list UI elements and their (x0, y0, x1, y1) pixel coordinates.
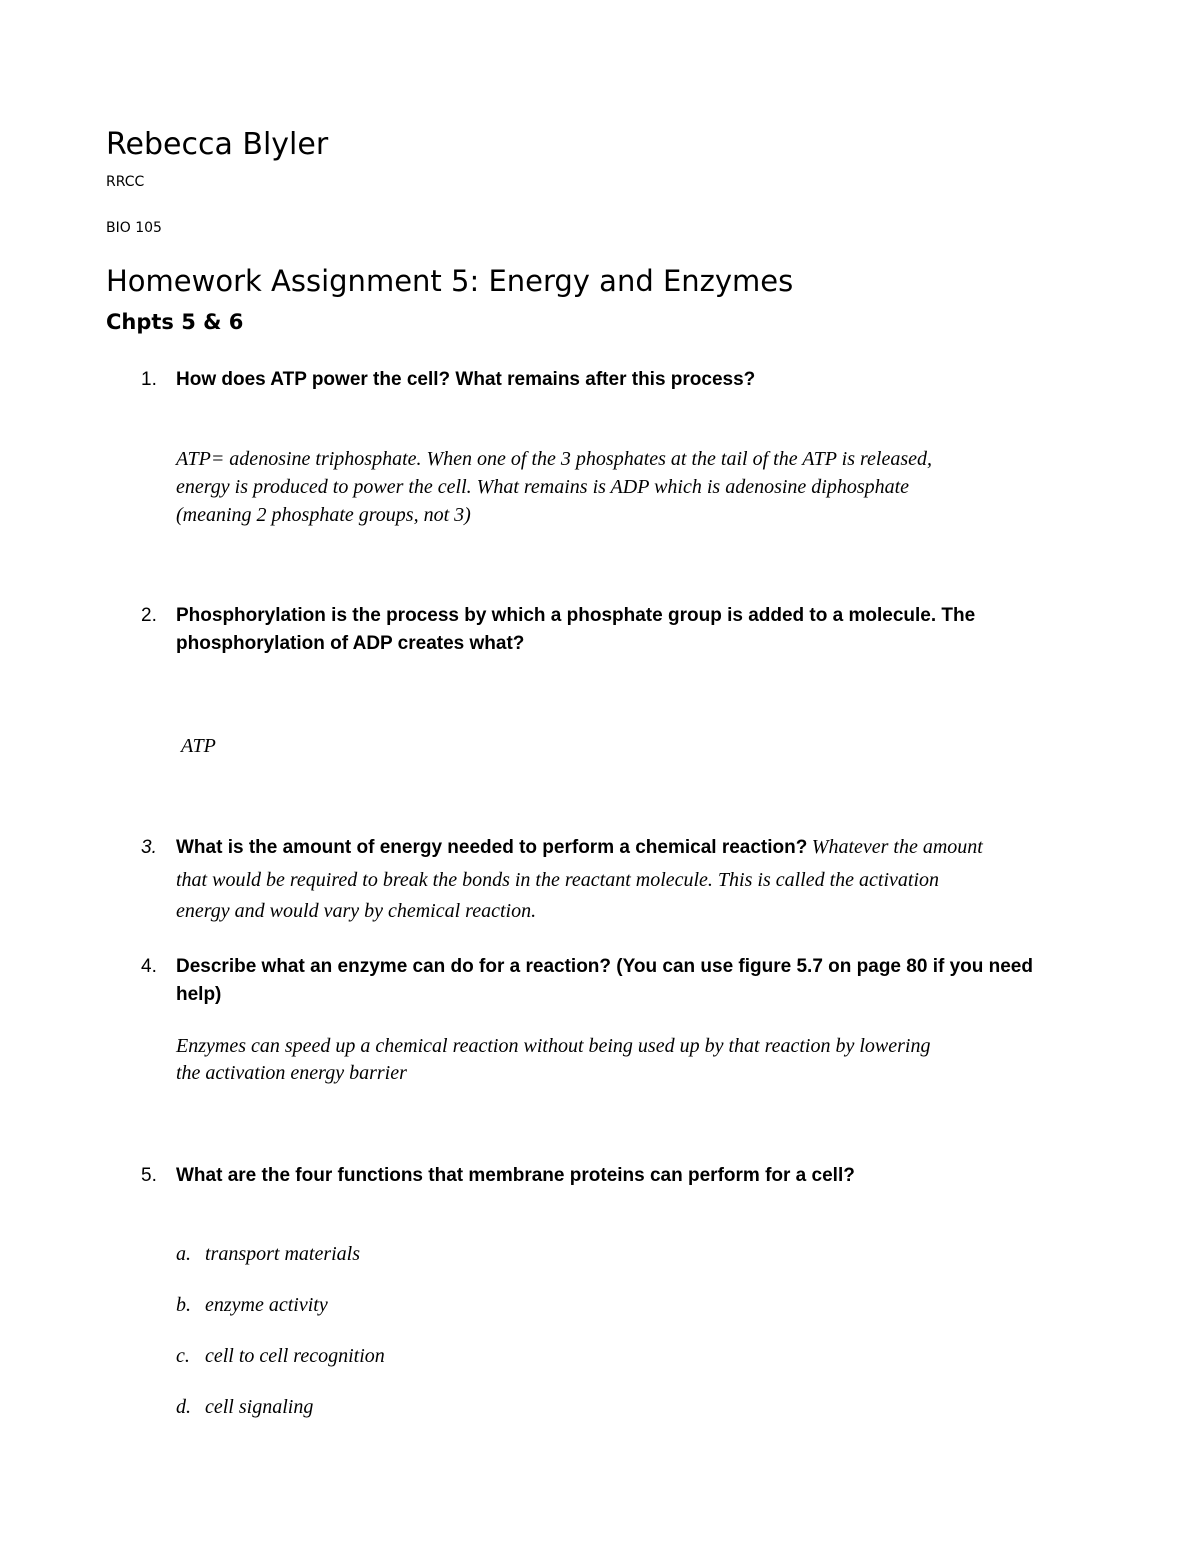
question-number: 3. (141, 837, 157, 858)
list-item: cell to cell recognition (205, 1345, 385, 1367)
list-item-letter: a. (176, 1243, 191, 1265)
answer-line: Whatever the amount (811, 836, 983, 858)
answer-line: that would be required to break the bonds in the reactant molecule. This is called the activation (176, 869, 940, 891)
question-number: 1. (141, 369, 157, 390)
list-item-letter: c. (176, 1345, 190, 1367)
question-number: 4. (141, 956, 157, 977)
list-item: transport materials (205, 1243, 361, 1265)
list-item-letter: b. (176, 1294, 191, 1316)
answer-line: Enzymes can speed up a chemical reaction without being used up by that reaction by lowering (176, 1035, 931, 1057)
question-text: phosphorylation of ADP creates what? (176, 633, 525, 654)
answer-line: the activation energy barrier (176, 1062, 407, 1084)
answer-line: (meaning 2 phosphate groups, not 3) (176, 504, 471, 526)
question-with-answer (176, 836, 983, 859)
question-text: How does ATP power the cell? What remains after this process? (176, 369, 756, 390)
answer-line: energy and would vary by chemical reaction. (176, 900, 537, 922)
question-number: 5. (141, 1165, 157, 1186)
assignment-title: Homework Assignment 5: Energy and Enzymes (106, 264, 794, 298)
question-number: 2. (141, 605, 157, 626)
author-name: Rebecca Blyler (106, 127, 329, 162)
institution: RRCC (106, 174, 145, 190)
answer-line: energy is produced to power the cell. What remains is ADP which is adenosine diphosphate (176, 476, 910, 498)
question-text: Describe what an enzyme can do for a reaction? (You can use figure 5.7 on page 80 if you need (176, 956, 1033, 977)
question-text: help) (176, 984, 222, 1005)
question-text: Phosphorylation is the process by which a phosphate group is added to a molecule. The (176, 605, 976, 626)
answer-text: ATP (181, 735, 216, 757)
list-item: cell signaling (205, 1396, 314, 1418)
course-code: BIO 105 (106, 220, 162, 236)
answer-line: ATP= adenosine triphosphate. When one of the 3 phosphates at the tail of the ATP is released, (176, 448, 933, 470)
list-item: enzyme activity (205, 1294, 328, 1316)
question-text: What are the four functions that membrane proteins can perform for a cell? (176, 1165, 855, 1186)
assignment-subtitle: Chpts 5 & 6 (106, 310, 244, 334)
question-text: What is the amount of energy needed to perform a chemical reaction? (176, 837, 808, 858)
list-item-letter: d. (176, 1396, 191, 1418)
